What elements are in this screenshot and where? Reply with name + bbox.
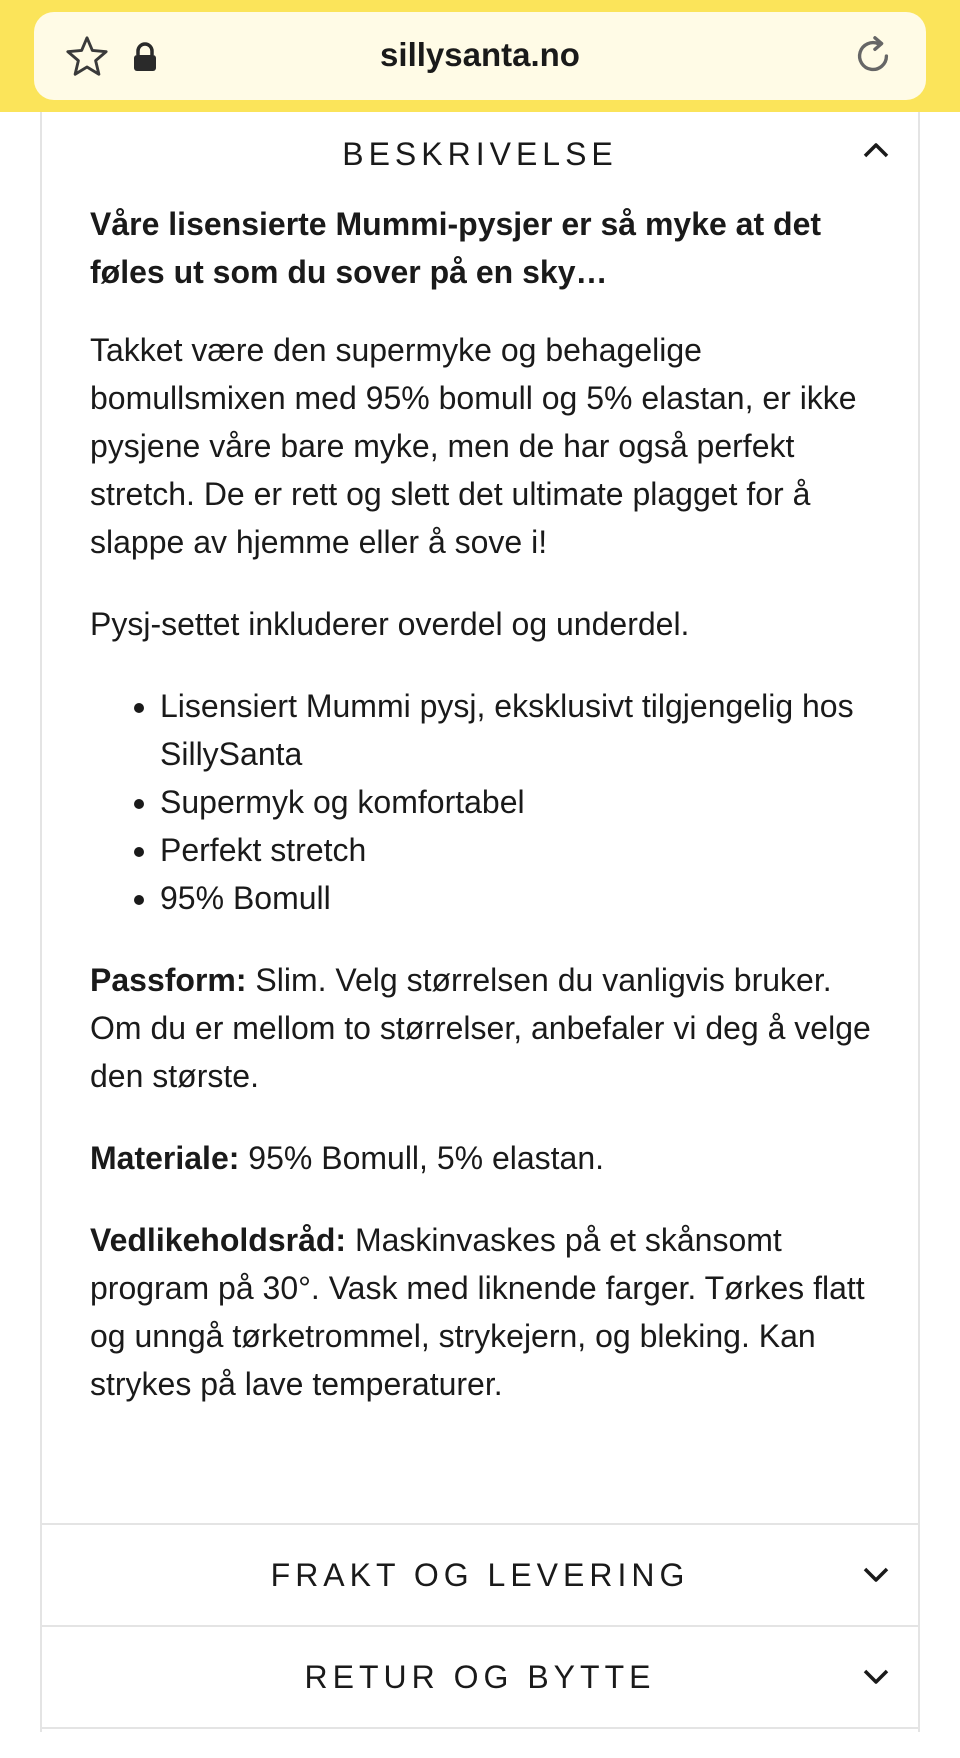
- description-header[interactable]: [42, 112, 918, 192]
- accordion-shipping[interactable]: [40, 1523, 920, 1627]
- list-item: • Supermyk og komfortabel: [160, 778, 872, 826]
- care-text: Maskinvaskes på et skånsomt program på 30°. Vask med liknende farger. Tørkes flatt og unngå tørketrommel, strykejern, og bleking. Kan strykes på lave temperaturer.: [90, 1222, 865, 1402]
- returns-header[interactable]: [42, 1627, 918, 1707]
- chevron-down-icon[interactable]: [862, 1667, 890, 1687]
- address-bar[interactable]: [34, 12, 926, 100]
- lead-text: Våre lisensierte Mummi-pysjer er så myke at det føles ut som du sover på en sky…: [90, 206, 822, 290]
- accordion-returns[interactable]: [40, 1625, 920, 1729]
- fit-text: Slim. Velg størrelsen du vanligvis bruker. Om du er mellom to størrelser, anbefaler vi deg å velge den største.: [90, 962, 871, 1094]
- care-label: Vedlikeholdsråd:: [90, 1222, 347, 1258]
- chevron-up-icon[interactable]: [862, 140, 890, 160]
- description-panel: [40, 112, 920, 1732]
- description-content: [42, 200, 918, 1408]
- fit-info: [90, 956, 872, 1100]
- reload-icon[interactable]: [850, 32, 896, 80]
- feature-list: [90, 682, 872, 922]
- description-paragraph: Takket være den supermyke og behagelige bomullsmixen med 95% bomull og 5% elastan, er ikke pysjene våre bare myke, men de har også perfekt stretch. De er rett og slett det ultimate plagget for å slappe av hjemme eller å sove i!: [90, 332, 857, 560]
- shipping-title: FRAKT OG LEVERING: [270, 1557, 690, 1593]
- list-item: • 95% Bomull: [160, 874, 872, 922]
- material-text: 95% Bomull, 5% elastan.: [239, 1140, 605, 1176]
- list-item: • Perfekt stretch: [160, 826, 872, 874]
- chevron-down-icon[interactable]: [862, 1565, 890, 1585]
- shipping-header[interactable]: [42, 1525, 918, 1605]
- url-text[interactable]: sillysanta.no: [380, 36, 580, 73]
- browser-toolbar: [0, 0, 960, 112]
- material-label: Materiale:: [90, 1140, 240, 1176]
- returns-title: RETUR OG BYTTE: [304, 1659, 656, 1695]
- care-info: [90, 1216, 872, 1408]
- description-title: BESKRIVELSE: [342, 136, 618, 172]
- list-item: • Lisensiert Mummi pysj, eksklusivt tilgjengelig hos SillySanta: [160, 682, 872, 778]
- material-info: [90, 1134, 872, 1182]
- fit-label: Passform:: [90, 962, 247, 998]
- description-paragraph: Pysj-settet inkluderer overdel og underdel.: [90, 606, 690, 642]
